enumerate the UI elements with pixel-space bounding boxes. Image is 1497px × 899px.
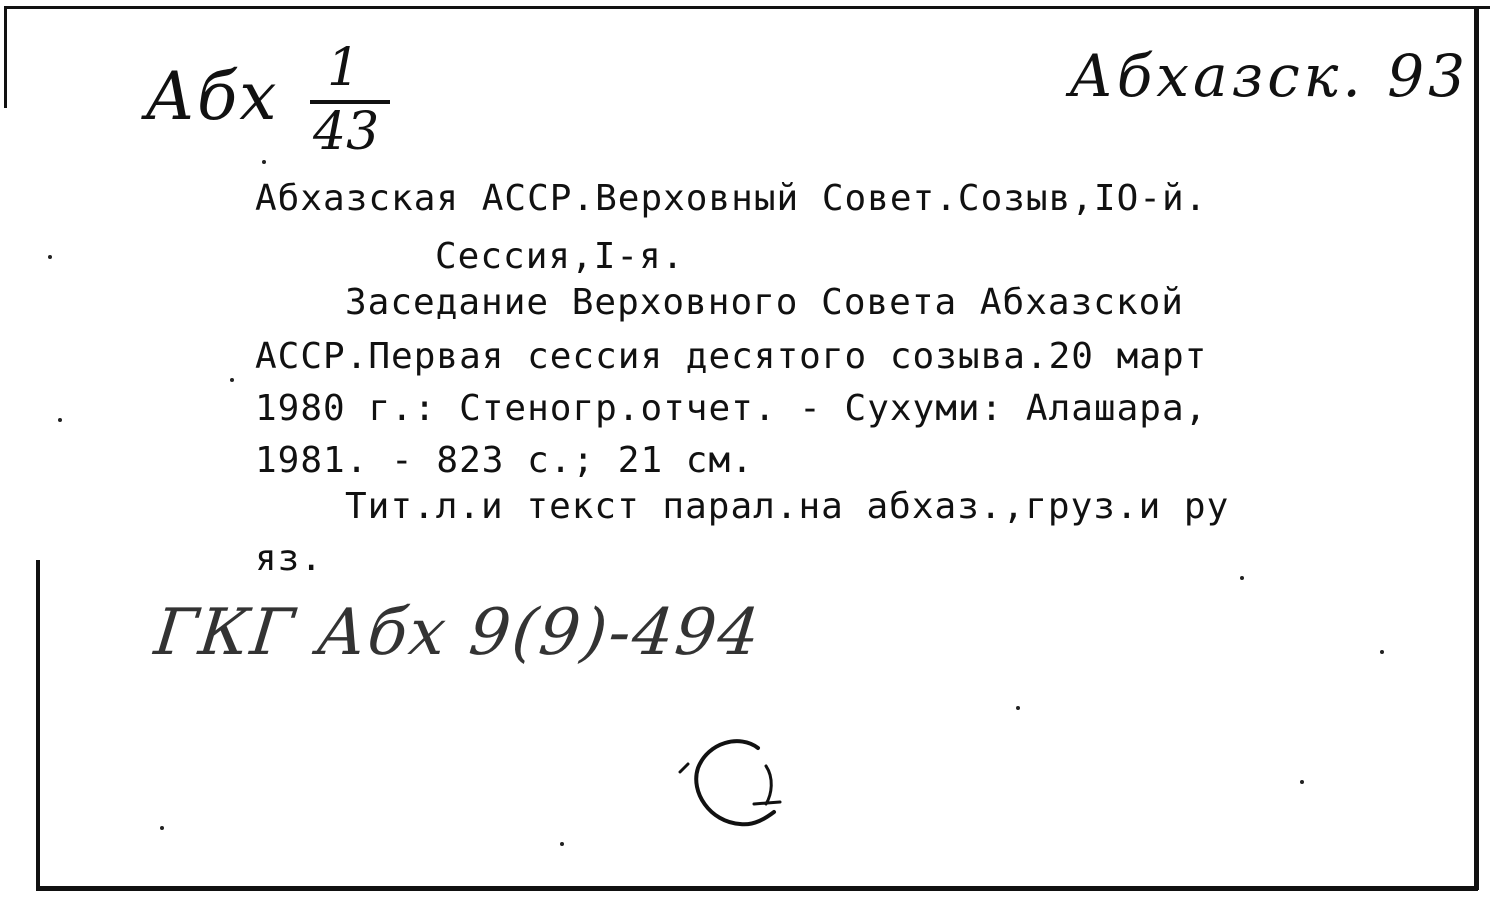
- scan-speck: [1380, 650, 1384, 654]
- card-border-right: [1474, 6, 1479, 890]
- entry-line-1: Абхазская АССР.Верховный Совет.Созыв,IO-й.: [255, 178, 1208, 219]
- entry-line-8: яз.: [255, 538, 324, 579]
- card-border-bottom: [36, 886, 1478, 891]
- card-border-top: [4, 6, 1490, 9]
- scan-speck: [230, 378, 234, 382]
- scan-speck: [58, 418, 62, 422]
- entry-line-7: Тит.л.и текст парал.на абхаз.,груз.и ру: [345, 486, 1230, 527]
- library-stamp-icon: [670, 720, 800, 840]
- call-number-denominator: 43: [313, 102, 380, 162]
- call-number-base: Абх: [145, 58, 279, 135]
- scan-speck: [1300, 780, 1304, 784]
- subject-heading: Абхазск. 93: [1068, 42, 1469, 110]
- call-number-numerator: 1: [327, 38, 361, 98]
- scan-speck: [560, 842, 564, 846]
- entry-line-6: 1981. - 823 с.; 21 см.: [255, 440, 754, 481]
- scan-speck: [1240, 576, 1244, 580]
- scan-speck: [262, 160, 266, 164]
- call-number-fraction: [305, 38, 395, 168]
- entry-line-5: 1980 г.: Стеногр.отчет. - Сухуми: Алашара,: [255, 388, 1208, 429]
- scan-speck: [1016, 706, 1020, 710]
- entry-line-3: Заседание Верховного Совета Абхазской: [345, 282, 1184, 323]
- card-border-left: [4, 8, 7, 108]
- scan-speck: [48, 255, 52, 259]
- card-border-left-lower: [36, 560, 40, 890]
- scan-speck: [160, 826, 164, 830]
- entry-line-2: Сессия,I-я.: [435, 236, 685, 277]
- shelf-mark: ГКГ Абх 9(9)-494: [151, 596, 765, 670]
- entry-line-4: АССР.Первая сессия десятого созыва.20 март: [255, 336, 1208, 377]
